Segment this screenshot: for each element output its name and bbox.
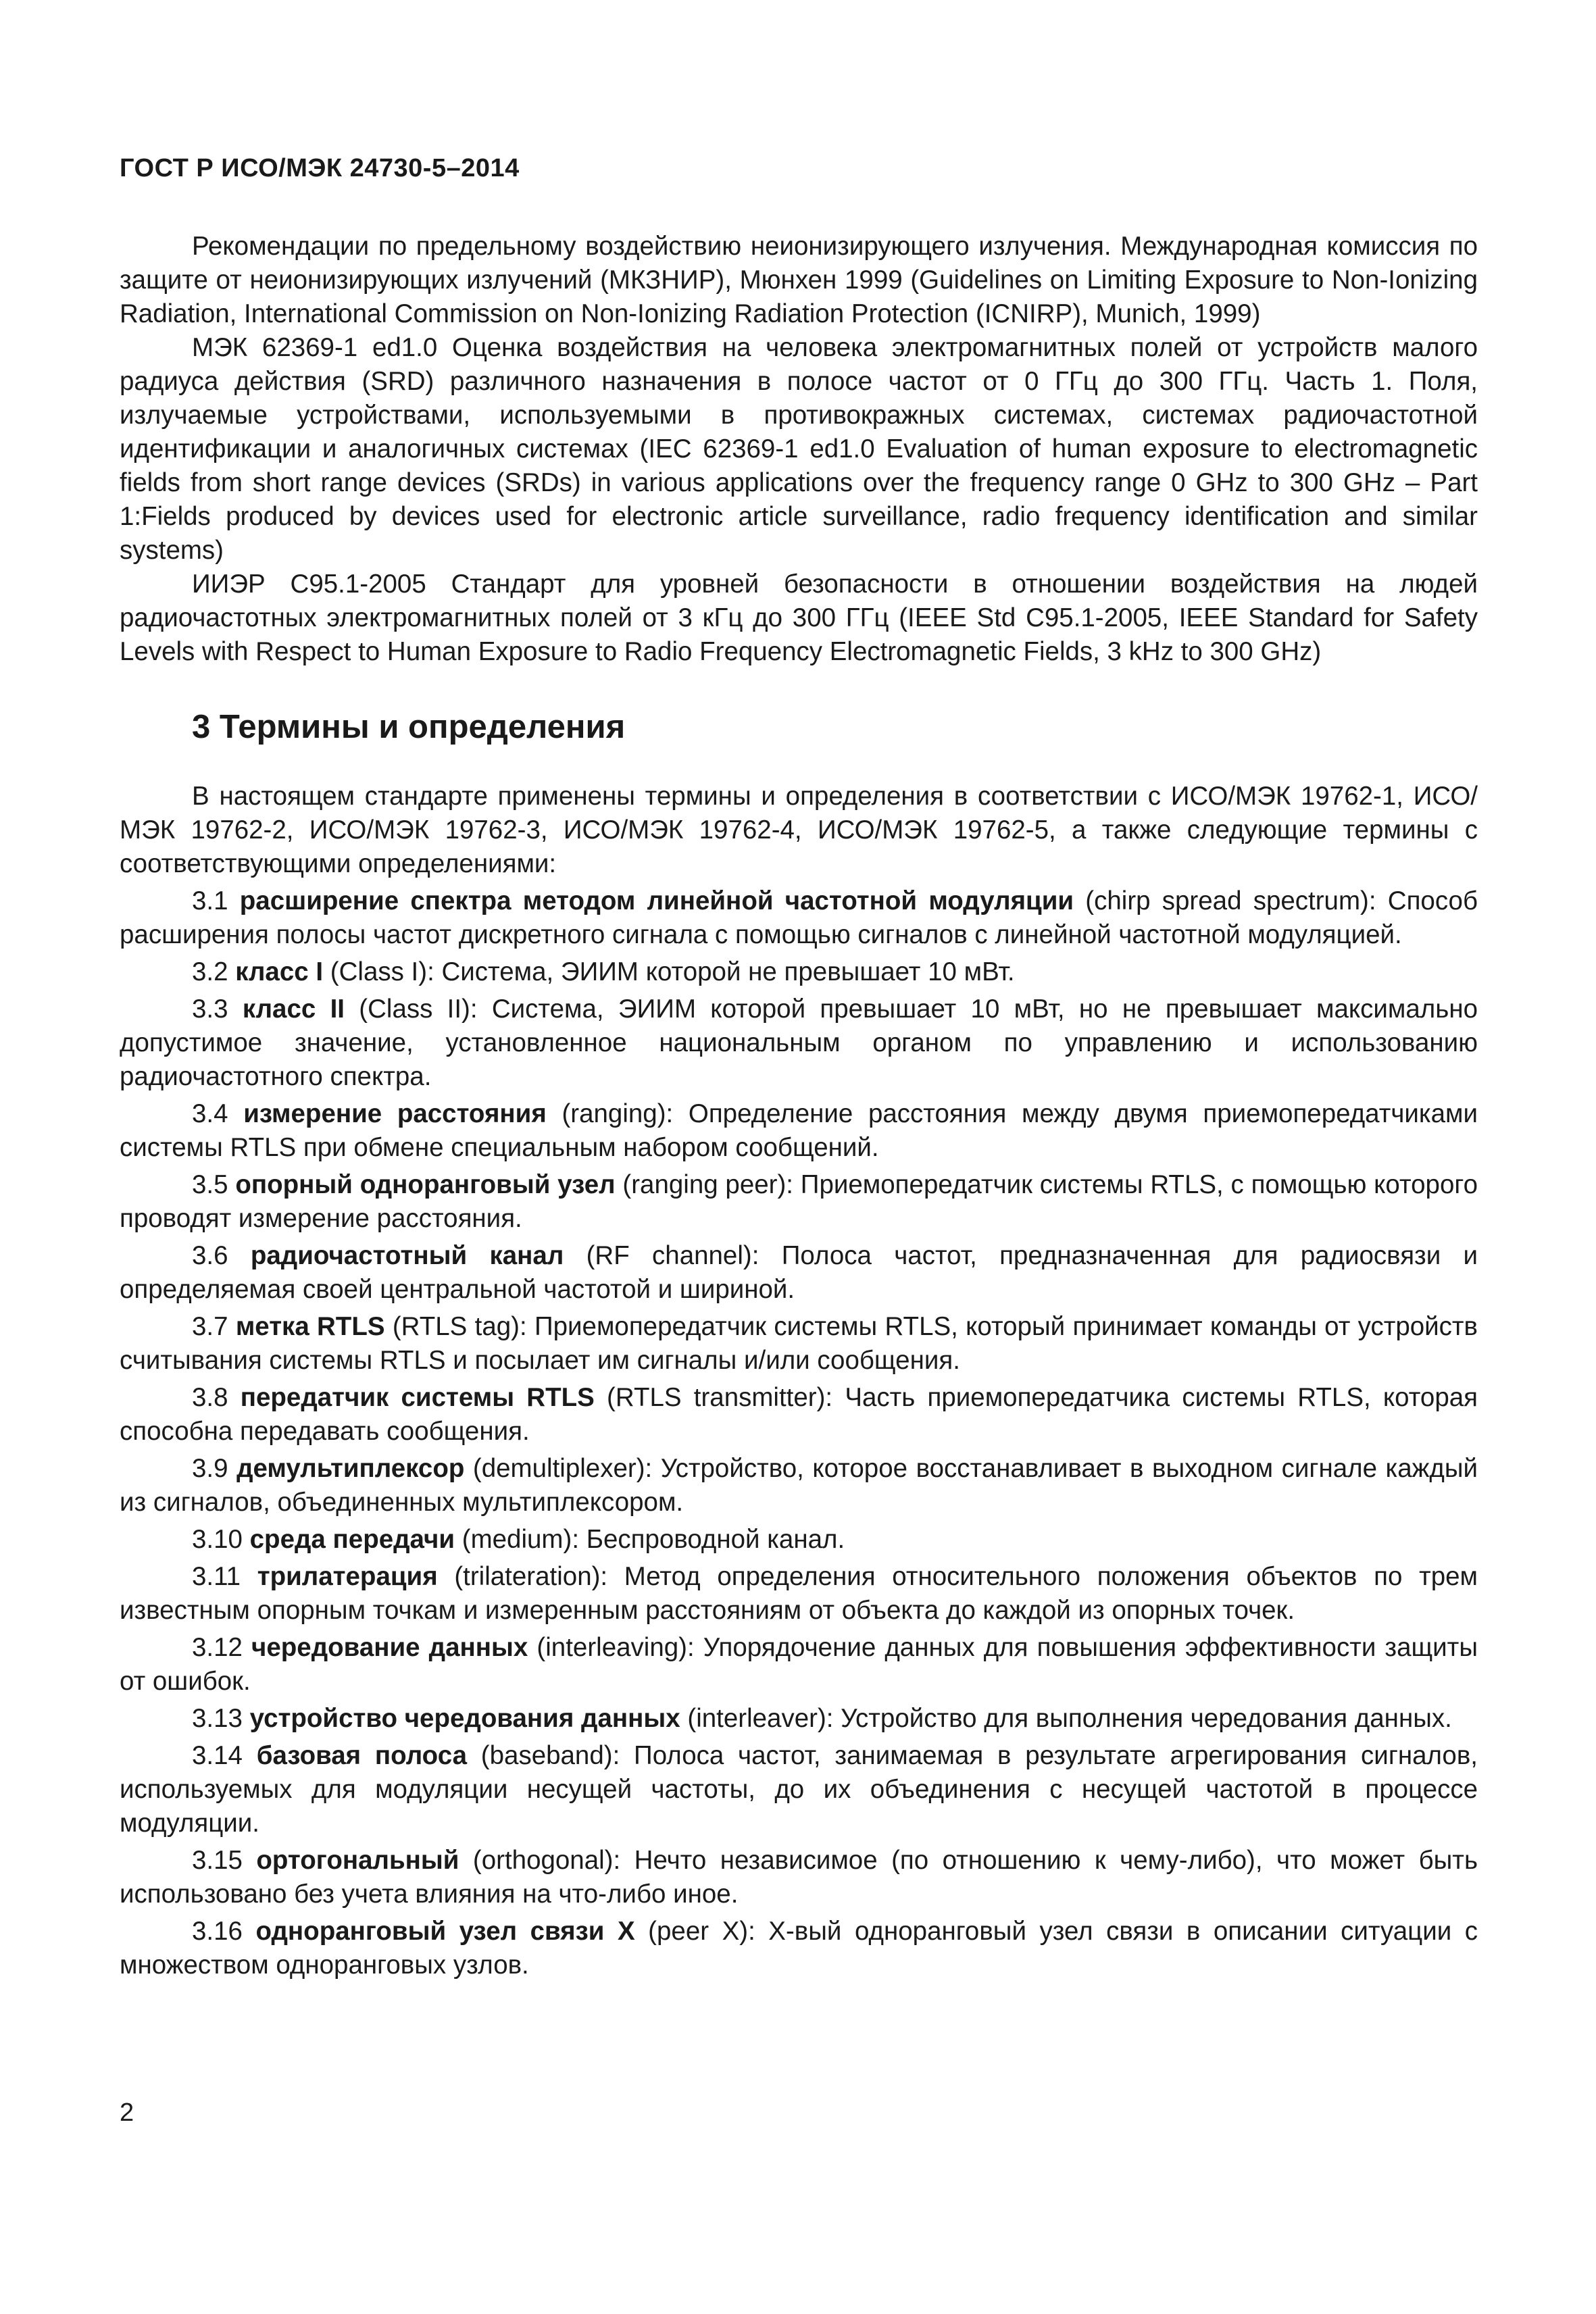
term-definition: (RF channel): Полоса частот, предназначенная для радиосвязи и определяемая своей центральной частотой и шириной. [120,1241,1478,1304]
term-name: чередование данных [251,1633,528,1662]
term-definition: (trilateration): Метод определения относительного положения объектов по трем известным опорным точкам и измеренным расстояниям от объекта до каждой из опорных точек. [120,1562,1478,1625]
term-name: метка RTLS [235,1312,385,1341]
term-number: 3.3 [192,995,228,1024]
term-number: 3.1 [192,886,228,915]
term-number: 3.6 [192,1241,228,1270]
term-name: опорный одноранговый узел [235,1170,616,1199]
term-name: класс I [235,957,324,986]
term-number: 3.8 [192,1383,228,1412]
term-number: 3.12 [192,1633,243,1662]
term-definition: (baseband): Полоса частот, занимаемая в результате агрегирования сигналов, используемых для модуляции несущей частоты, до их объединения с несущей частотой в процессе модуляции. [120,1741,1478,1838]
page-content [120,230,1478,1982]
term-definition: (interleaving): Упорядочение данных для повышения эффективности защиты от ошибок. [120,1633,1478,1696]
term-entry [120,1239,1478,1307]
term-entry [120,955,1478,989]
term-definition: (peer X): X-вый одноранговый узел связи в описании ситуации с множеством одноранговых узлов. [120,1917,1478,1980]
term-name: ортогональный [256,1846,459,1875]
term-entry [120,1523,1478,1557]
term-definition: (chirp spread spectrum): Способ расширения полосы частот дискретного сигнала с помощью сигналов с линейной частотной модуляцией. [120,886,1478,949]
term-definition: (ranging peer): Приемопередатчик системы RTLS, с помощью которого проводят измерение расстояния. [120,1170,1478,1233]
term-definition: (ranging): Определение расстояния между двумя приемопередатчиками системы RTLS при обмене специальным набором сообщений. [120,1099,1478,1162]
term-definition: (medium): Беспроводной канал. [462,1525,845,1554]
term-definition: (RTLS tag): Приемопередатчик системы RTLS, который принимает команды от устройств считывания системы RTLS и посылает им сигналы и/или сообщения. [120,1312,1478,1375]
term-name: среда передачи [249,1525,455,1554]
term-entry [120,992,1478,1094]
term-number: 3.2 [192,957,228,986]
term-entry [120,1381,1478,1449]
term-number: 3.9 [192,1454,228,1483]
terms-list [120,780,1478,1982]
term-entry [120,1452,1478,1519]
term-definition: (Class I): Система, ЭИИМ которой не превышает 10 мВт. [330,957,1015,986]
term-entry [120,1844,1478,1911]
reference-paragraph: Рекомендации по предельному воздействию неионизирующего излучения. Международная комиссия по защите от неионизирующих излучений (МКЗНИР), Мюнхен 1999 (Guidelines on Limiting Exposure to Non-Ionizing Radiation, International Commission on Non-Ionizing Radiation Protection (ICNIRP), Munich, 1999) [120,232,1478,328]
term-number: 3.10 [192,1525,243,1554]
term-number: 3.5 [192,1170,228,1199]
term-number: 3.14 [192,1741,243,1770]
term-entry [120,1168,1478,1236]
document-header: ГОСТ Р ИСО/МЭК 24730-5–2014 [120,154,520,182]
term-definition: (Class II): Система, ЭИИМ которой превышает 10 мВт, но не превышает максимально допустимое значение, установленное национальным органом по управлению и использованию радиочастотного спектра. [120,995,1478,1091]
section-heading: 3 Термины и определения [192,709,626,745]
term-entry [120,1702,1478,1736]
term-definition: (orthogonal): Нечто независимое (по отношению к чему-либо), что может быть использовано без учета влияния на что-либо иное. [120,1846,1478,1909]
term-entry [120,1097,1478,1165]
term-name: трилатерация [257,1562,438,1591]
term-name: демультиплексор [236,1454,465,1483]
term-definition: (RTLS transmitter): Часть приемопередатчика системы RTLS, которая способна передавать сообщения. [120,1383,1478,1446]
term-number: 3.7 [192,1312,228,1341]
term-definition: (interleaver): Устройство для выполнения чередования данных. [687,1704,1452,1733]
term-name: базовая полоса [256,1741,467,1770]
term-number: 3.11 [192,1562,241,1591]
reference-paragraph: ИИЭР С95.1-2005 Стандарт для уровней безопасности в отношении воздействия на людей радиочастотных электромагнитных полей от 3 кГц до 300 ГГц (IEEE Std C95.1-2005, IEEE Standard for Safety Levels with Respect to Human Exposure to Radio Frequency Electromagnetic Fields, 3 kHz to 300 GHz) [120,570,1478,666]
term-entry [120,1915,1478,1982]
term-name: передатчик системы RTLS [240,1383,595,1412]
term-name: одноранговый узел связи X [255,1917,635,1946]
term-definition: (demultiplexer): Устройство, которое восстанавливает в выходном сигнале каждый из сигналов, объединенных мультиплексором. [120,1454,1478,1517]
term-entry [120,1631,1478,1699]
term-number: 3.13 [192,1704,243,1733]
term-entry [120,1739,1478,1840]
term-number: 3.16 [192,1917,243,1946]
term-entry [120,1560,1478,1628]
term-entry [120,884,1478,952]
term-name: расширение спектра методом линейной частотной модуляции [239,886,1074,915]
section-intro: В настоящем стандарте применены термины и определения в соответствии с ИСО/МЭК 19762-1, ИСО/МЭК 19762-2, ИСО/МЭК 19762-3, ИСО/МЭК 19762-4, ИСО/МЭК 19762-5, а также следующие термины с соответствующими определениями: [120,782,1478,878]
term-number: 3.15 [192,1846,243,1875]
term-number: 3.4 [192,1099,228,1128]
term-entry [120,1310,1478,1378]
reference-paragraph: МЭК 62369-1 ed1.0 Оценка воздействия на человека электромагнитных полей от устройств малого радиуса действия (SRD) различного назначения в полосе частот от 0 ГГц до 300 ГГц. Часть 1. Поля, излучаемые устройствами, используемыми в противокражных системах, системах радиочастотной идентификации и аналогичных системах (IEC 62369-1 ed1.0 Evaluation of human exposure to electromagnetic fields from short range devices (SRDs) in various applications over the frequency range 0 GHz to 300 GHz – Part 1:Fields produced by devices used for electronic article surveillance, radio frequency identification and similar systems) [120,333,1478,565]
term-name: измерение расстояния [243,1099,547,1128]
page-number: 2 [120,2098,134,2127]
term-name: радиочастотный канал [250,1241,564,1270]
terms-container [120,884,1478,1982]
term-name: устройство чередования данных [249,1704,680,1733]
term-name: класс II [242,995,345,1024]
